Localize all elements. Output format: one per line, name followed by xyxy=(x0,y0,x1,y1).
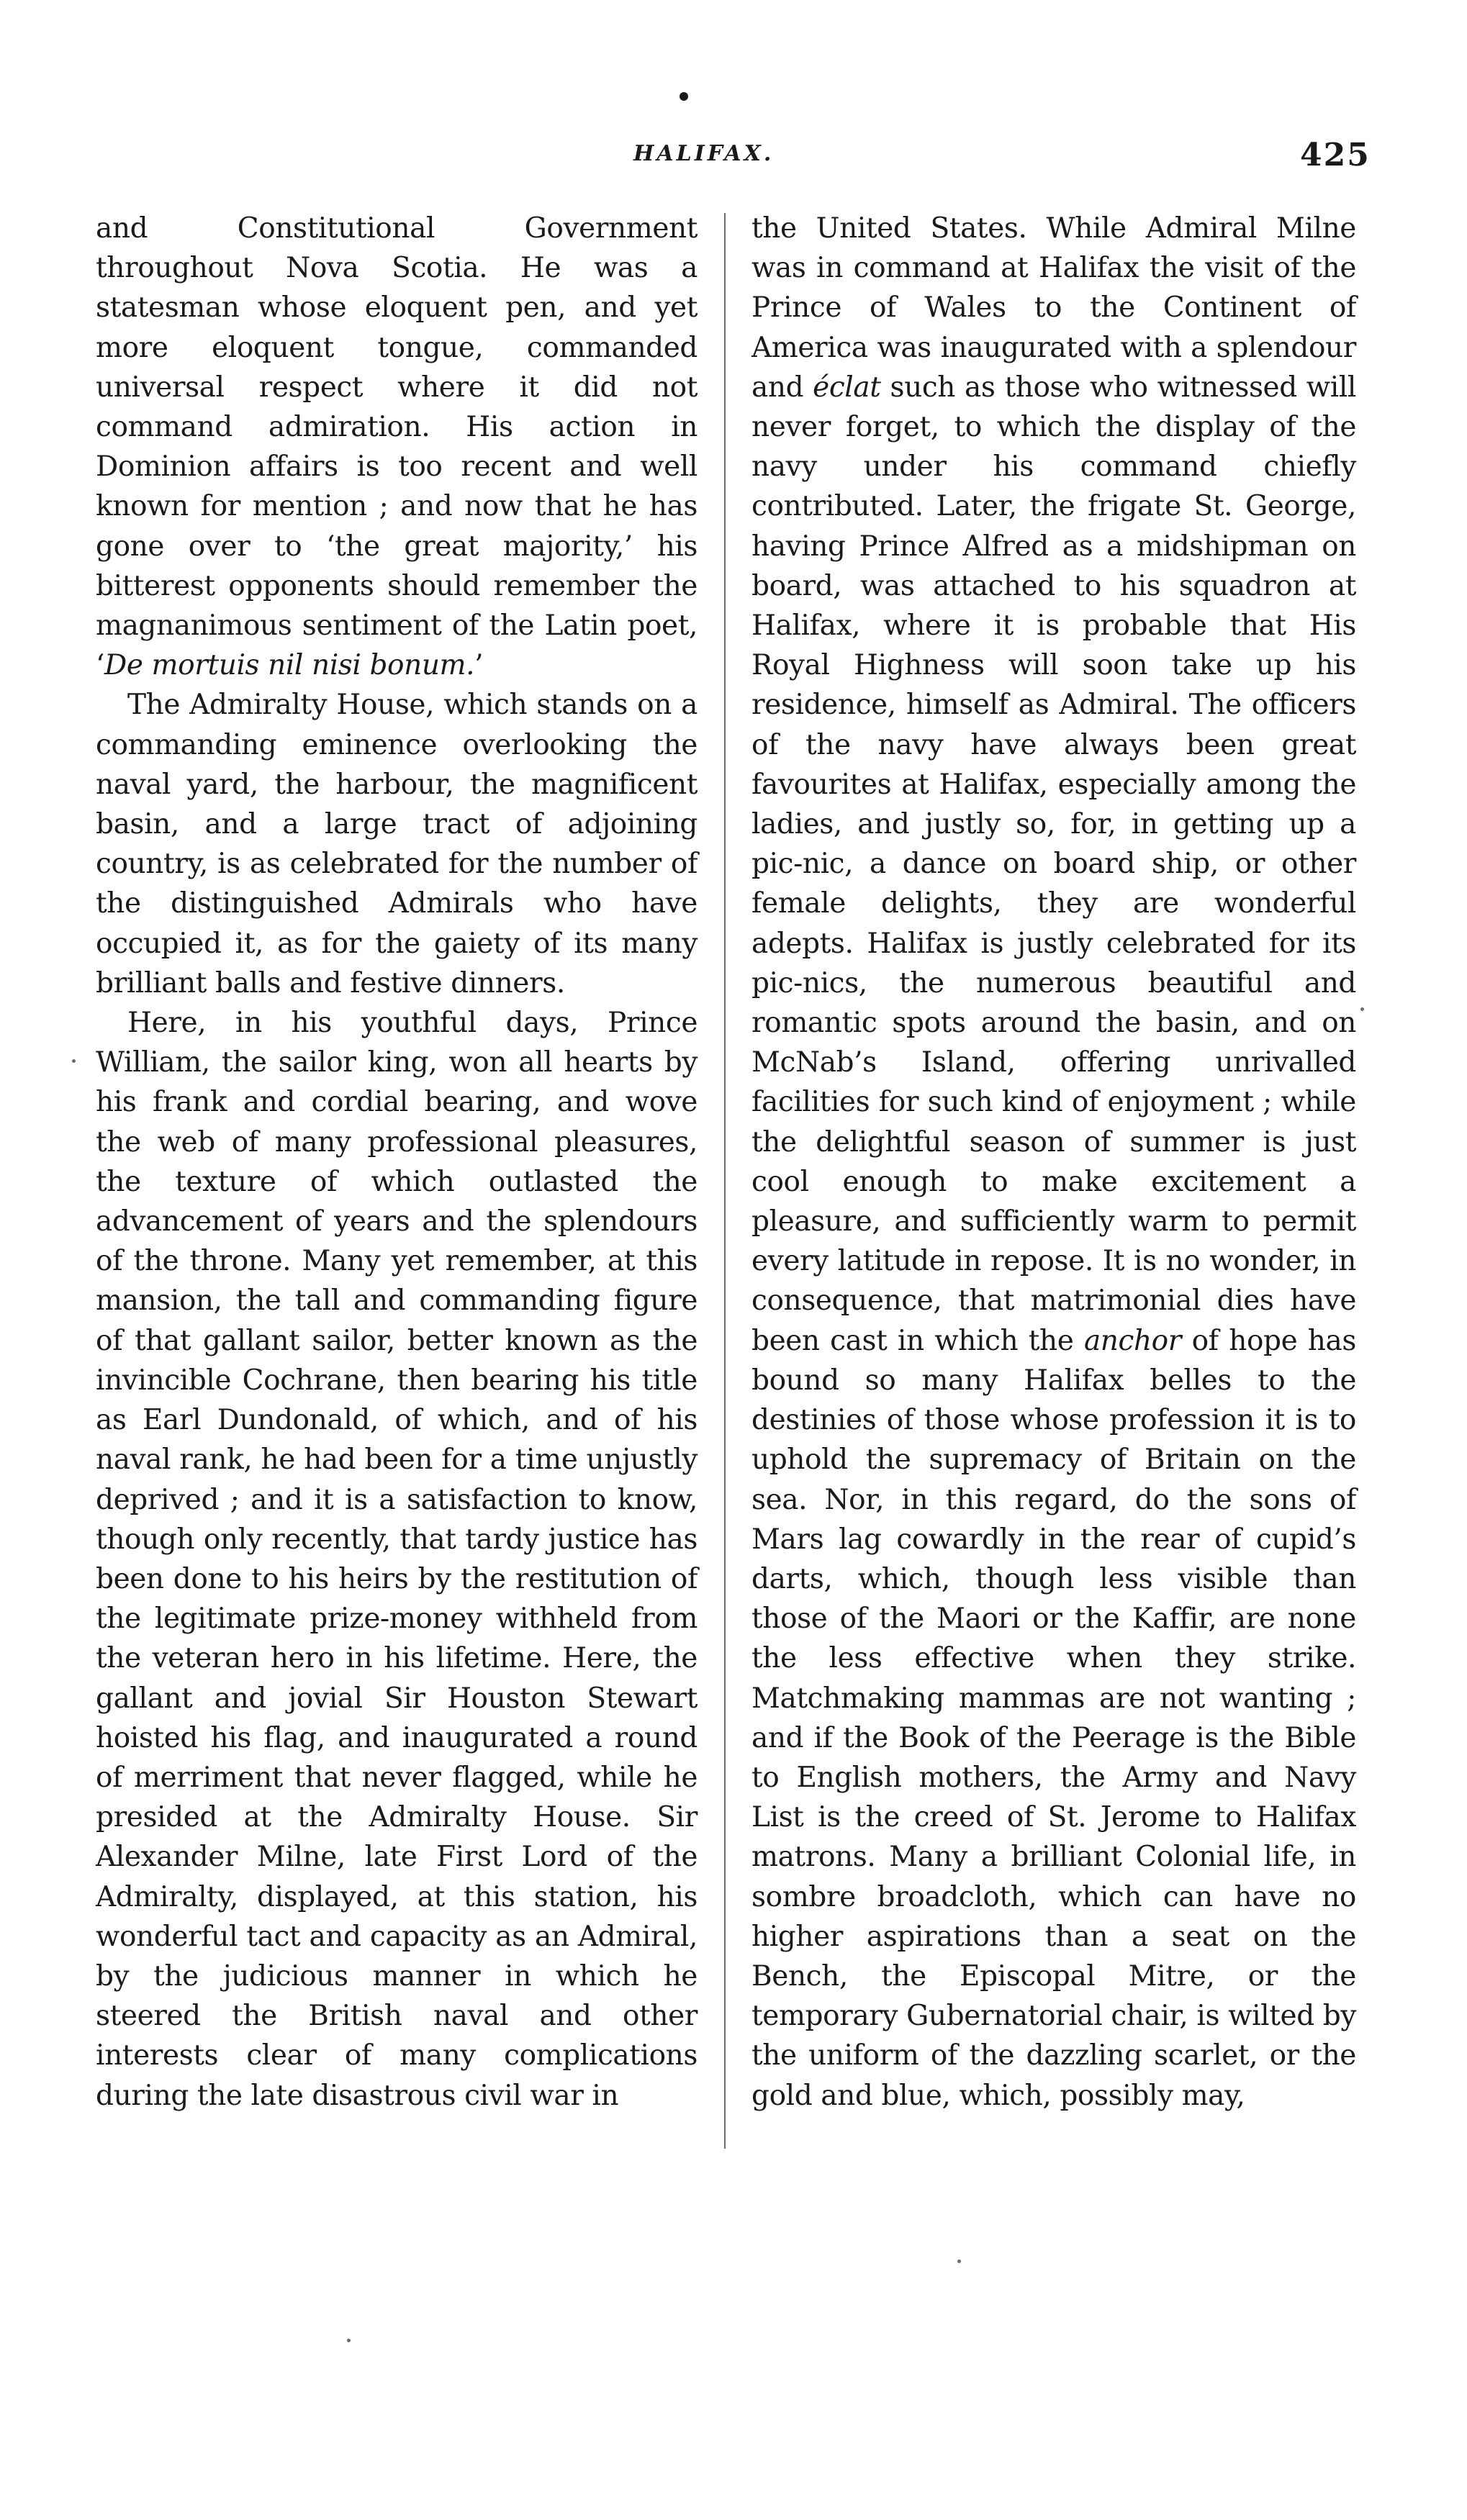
italic-word-eclat: éclat xyxy=(813,371,881,404)
right-column xyxy=(751,209,1356,2116)
latin-quote: De mortuis nil nisi bonum. xyxy=(104,649,475,682)
paper-speck xyxy=(347,2339,351,2342)
italic-word-anchor: anchor xyxy=(1083,1324,1182,1357)
paragraph-continued-right xyxy=(751,209,1356,2116)
paragraph-text: and Constitutional Government throughout Nova Scotia. He was a statesman whose eloquent pen, and yet more eloquent tongue, commanded universal respect where it did not command admiration. His action in Dominion affairs is too recent and well known for mention ; and now that he has gone over to ‘the great majority,’ his bitterest opponents should remember the magnanimous sentiment of the Latin poet, ‘ xyxy=(96,212,698,682)
paragraph-text: of hope has bound so many Halifax belles to the destinies of those whose profession it is to uphold the supremacy of Britain on the sea. Nor, in this regard, do the sons of Mars lag cowardly in the rear of cupid’s darts, which, though less visible than those of the Maori or the Kaffir, are none the less effective when they strike. Matchmaking mammas are not wanting ; and if the Book of the Peerage is the Bible to English mothers, the Army and Navy List is the creed of St. Jerome to Halifax matrons. Many a brilliant Colonial life, in sombre broadcloth, which can have no higher aspirations than a seat on the Bench, the Episcopal Mitre, or the temporary Gubernatorial chair, is wilted by the uniform of the dazzling scarlet, or the gold and blue, which, possibly may, xyxy=(751,1324,1356,2112)
paragraph-prince-william: Here, in his youthful days, Prince William, the sailor king, won all hearts by his frank and cordial bearing, and wove the web of many professional pleasures, the texture of which outlasted the advancement of years and the splendours of the throne. Many yet remember, at this mansion, the tall and commanding figure of that gallant sailor, better known as the invincible Cochrane, then bearing his title as Earl Dundonald, of which, and of his naval rank, he had been for a time unjustly deprived ; and it is a satisfaction to know, though only recently, that tardy justice has been done to his heirs by the restitution of the legitimate prize-money withheld from the veteran hero in his lifetime. Here, the gallant and jovial Sir Houston Stewart hoisted his flag, and inaugurated a round of merriment that never flagged, while he presided at the Admiralty House. Sir Alexander Milne, late First Lord of the Admiralty, displayed, at this station, his wonderful tact and capacity as an Admiral, by the judicious manner in which he steered the British naval and other interests clear of many complications during the late disastrous civil war in xyxy=(96,1007,698,2112)
column-divider xyxy=(724,213,726,2149)
paragraph-text: the United States. While Admiral Milne was in command at Halifax the visit of the Prince of Wales to the Continent of America was inaugurated with a splendour and xyxy=(751,212,1356,404)
paragraph-continued xyxy=(96,209,698,685)
closing-quote: ’ xyxy=(474,649,484,682)
paper-speck xyxy=(72,1059,76,1063)
paragraph-text: such as those who witnessed will never forget, to which the display of the navy under his command chiefly contributed. Later, the frigate St. George, having Prince Alfred as a midshipman on board, was attached to his squadron at Halifax, where it is probable that His Royal Highness will soon take up his residence, himself as Admiral. The officers of the navy have always been great favourites at Halifax, especially among the ladies, and justly so, for, in getting up a pic-nic, a dance on board ship, or other female delights, they are wonderful adepts. Halifax is justly celebrated for its pic-nics, the numerous beautiful and romantic spots around the basin, and on McNab’s Island, offering unrivalled facilities for such kind of enjoyment ; while the delightful season of summer is just cool enough to make excitement a pleasure, and sufficiently warm to permit every latitude in repose. It is no wonder, in consequence, that matrimonial dies have been cast in which the xyxy=(751,371,1357,1357)
paragraph-admiralty-house: The Admiralty House, which stands on a commanding eminence overlooking the naval yard, the harbour, the magnificent basin, and a large tract of adjoining country, is as celebrated for the number of the distinguished Admirals who have occupied it, as for the gaiety of its many brilliant balls and festive dinners. xyxy=(96,689,698,1000)
printer-mark xyxy=(680,92,688,101)
paper-speck xyxy=(1360,1007,1364,1011)
page-number: 425 xyxy=(1300,137,1371,173)
running-title: HALIFAX. xyxy=(633,141,775,166)
running-header xyxy=(0,137,1467,180)
left-column xyxy=(96,209,698,2116)
paper-speck xyxy=(957,2260,961,2263)
